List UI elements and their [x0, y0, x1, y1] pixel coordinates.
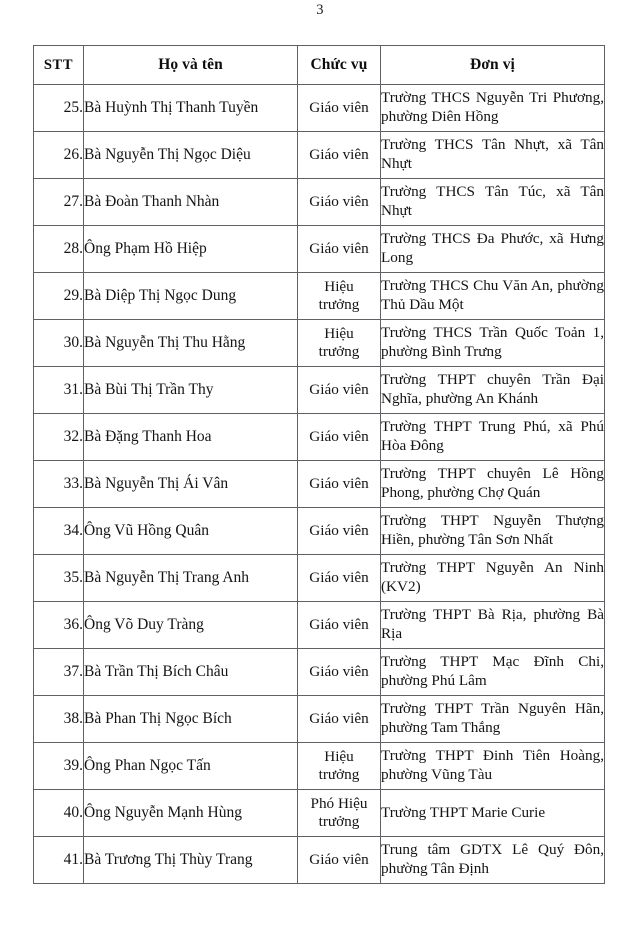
- position-line-2: trưởng: [318, 343, 360, 360]
- cell-name: Ông Phan Ngọc Tấn: [84, 743, 298, 790]
- table-row: [34, 508, 605, 555]
- cell-position: Giáo viên: [298, 649, 381, 696]
- cell-unit: Trường THPT Đinh Tiên Hoàng, phường Vũng Tàu: [381, 743, 605, 790]
- cell-unit: Trường THPT Nguyễn An Ninh (KV2): [381, 555, 605, 602]
- roster-table-container: [33, 45, 604, 884]
- cell-unit: Trường THCS Tân Túc, xã Tân Nhựt: [381, 179, 605, 226]
- cell-position: Giáo viên: [298, 85, 381, 132]
- cell-unit: Trường THCS Đa Phước, xã Hưng Long: [381, 226, 605, 273]
- cell-position: Giáo viên: [298, 179, 381, 226]
- cell-stt: 37.: [34, 649, 84, 696]
- cell-name: Bà Trương Thị Thùy Trang: [84, 837, 298, 884]
- cell-stt: 29.: [34, 273, 84, 320]
- cell-stt: 25.: [34, 85, 84, 132]
- table-row: [34, 179, 605, 226]
- cell-stt: 39.: [34, 743, 84, 790]
- position-line-2: trưởng: [318, 766, 360, 783]
- position-line-1: Hiệu: [324, 747, 354, 765]
- table-row: [34, 837, 605, 884]
- cell-stt: 36.: [34, 602, 84, 649]
- cell-name: Bà Trần Thị Bích Châu: [84, 649, 298, 696]
- cell-stt: 31.: [34, 367, 84, 414]
- position-line-2: trưởng: [318, 296, 360, 313]
- cell-name: Bà Phan Thị Ngọc Bích: [84, 696, 298, 743]
- cell-unit: Trường THCS Tân Nhựt, xã Tân Nhựt: [381, 132, 605, 179]
- cell-unit: Trường THPT Mạc Đĩnh Chi, phường Phú Lâm: [381, 649, 605, 696]
- cell-stt: 35.: [34, 555, 84, 602]
- cell-position: Giáo viên: [298, 226, 381, 273]
- cell-position: Giáo viên: [298, 367, 381, 414]
- table-row: [34, 367, 605, 414]
- cell-unit: Trường THCS Nguyễn Tri Phương, phường Diên Hồng: [381, 85, 605, 132]
- cell-position: Giáo viên: [298, 696, 381, 743]
- position-line-1: Hiệu: [324, 324, 354, 342]
- table-row: [34, 790, 605, 837]
- cell-name: Bà Đoàn Thanh Nhàn: [84, 179, 298, 226]
- cell-name: Bà Nguyễn Thị Thu Hằng: [84, 320, 298, 367]
- cell-unit: Trung tâm GDTX Lê Quý Đôn, phường Tân Định: [381, 837, 605, 884]
- table-row: [34, 461, 605, 508]
- cell-unit: Trường THPT chuyên Lê Hồng Phong, phường Chợ Quán: [381, 461, 605, 508]
- cell-name: Bà Đặng Thanh Hoa: [84, 414, 298, 461]
- table-row: [34, 696, 605, 743]
- cell-name: Bà Huỳnh Thị Thanh Tuyền: [84, 85, 298, 132]
- cell-stt: 38.: [34, 696, 84, 743]
- cell-name: Bà Nguyễn Thị Ái Vân: [84, 461, 298, 508]
- cell-stt: 30.: [34, 320, 84, 367]
- cell-stt: 32.: [34, 414, 84, 461]
- cell-name: Ông Võ Duy Tràng: [84, 602, 298, 649]
- cell-unit: Trường THCS Trần Quốc Toản 1, phường Bình Trưng: [381, 320, 605, 367]
- cell-stt: 28.: [34, 226, 84, 273]
- table-header-row: [34, 46, 605, 85]
- cell-position: [298, 743, 381, 790]
- table-row: [34, 743, 605, 790]
- cell-position: Giáo viên: [298, 132, 381, 179]
- page-number: 3: [316, 2, 324, 18]
- cell-position: Giáo viên: [298, 414, 381, 461]
- cell-name: Bà Nguyễn Thị Trang Anh: [84, 555, 298, 602]
- table-row: [34, 602, 605, 649]
- cell-position: Giáo viên: [298, 555, 381, 602]
- column-header-stt: STT: [34, 46, 84, 85]
- cell-stt: 34.: [34, 508, 84, 555]
- cell-unit: Trường THPT Marie Curie: [381, 790, 605, 837]
- table-row: [34, 320, 605, 367]
- position-line-2: trưởng: [318, 813, 360, 830]
- cell-stt: 26.: [34, 132, 84, 179]
- cell-name: Bà Bùi Thị Trần Thy: [84, 367, 298, 414]
- table-row: [34, 555, 605, 602]
- cell-unit: Trường THPT chuyên Trần Đại Nghĩa, phường An Khánh: [381, 367, 605, 414]
- roster-table: [33, 45, 605, 884]
- cell-position: [298, 320, 381, 367]
- column-header-name: Họ và tên: [84, 46, 298, 85]
- cell-position: [298, 273, 381, 320]
- cell-unit: Trường THPT Bà Rịa, phường Bà Rịa: [381, 602, 605, 649]
- cell-unit: Trường THPT Trung Phú, xã Phú Hòa Đông: [381, 414, 605, 461]
- cell-name: Ông Phạm Hồ Hiệp: [84, 226, 298, 273]
- cell-name: Ông Vũ Hồng Quân: [84, 508, 298, 555]
- table-row: [34, 649, 605, 696]
- cell-position: Giáo viên: [298, 461, 381, 508]
- position-line-1: Hiệu: [324, 277, 354, 295]
- table-row: [34, 226, 605, 273]
- cell-stt: 33.: [34, 461, 84, 508]
- cell-unit: Trường THPT Trần Nguyên Hãn, phường Tam Thắng: [381, 696, 605, 743]
- cell-name: Bà Nguyễn Thị Ngọc Diệu: [84, 132, 298, 179]
- table-row: [34, 414, 605, 461]
- cell-position: Giáo viên: [298, 602, 381, 649]
- column-header-unit: Đơn vị: [381, 46, 605, 85]
- table-body: [34, 85, 605, 884]
- cell-position: Giáo viên: [298, 508, 381, 555]
- table-row: [34, 132, 605, 179]
- cell-unit: Trường THCS Chu Văn An, phường Thủ Dầu Một: [381, 273, 605, 320]
- column-header-position: Chức vụ: [298, 46, 381, 85]
- cell-name: Bà Diệp Thị Ngọc Dung: [84, 273, 298, 320]
- table-header: [34, 46, 605, 85]
- cell-position: [298, 790, 381, 837]
- cell-name: Ông Nguyễn Mạnh Hùng: [84, 790, 298, 837]
- table-row: [34, 85, 605, 132]
- cell-stt: 41.: [34, 837, 84, 884]
- cell-position: Giáo viên: [298, 837, 381, 884]
- cell-stt: 40.: [34, 790, 84, 837]
- position-line-1: Phó Hiệu: [310, 794, 368, 812]
- cell-stt: 27.: [34, 179, 84, 226]
- cell-unit: Trường THPT Nguyễn Thượng Hiền, phường Tân Sơn Nhất: [381, 508, 605, 555]
- table-row: [34, 273, 605, 320]
